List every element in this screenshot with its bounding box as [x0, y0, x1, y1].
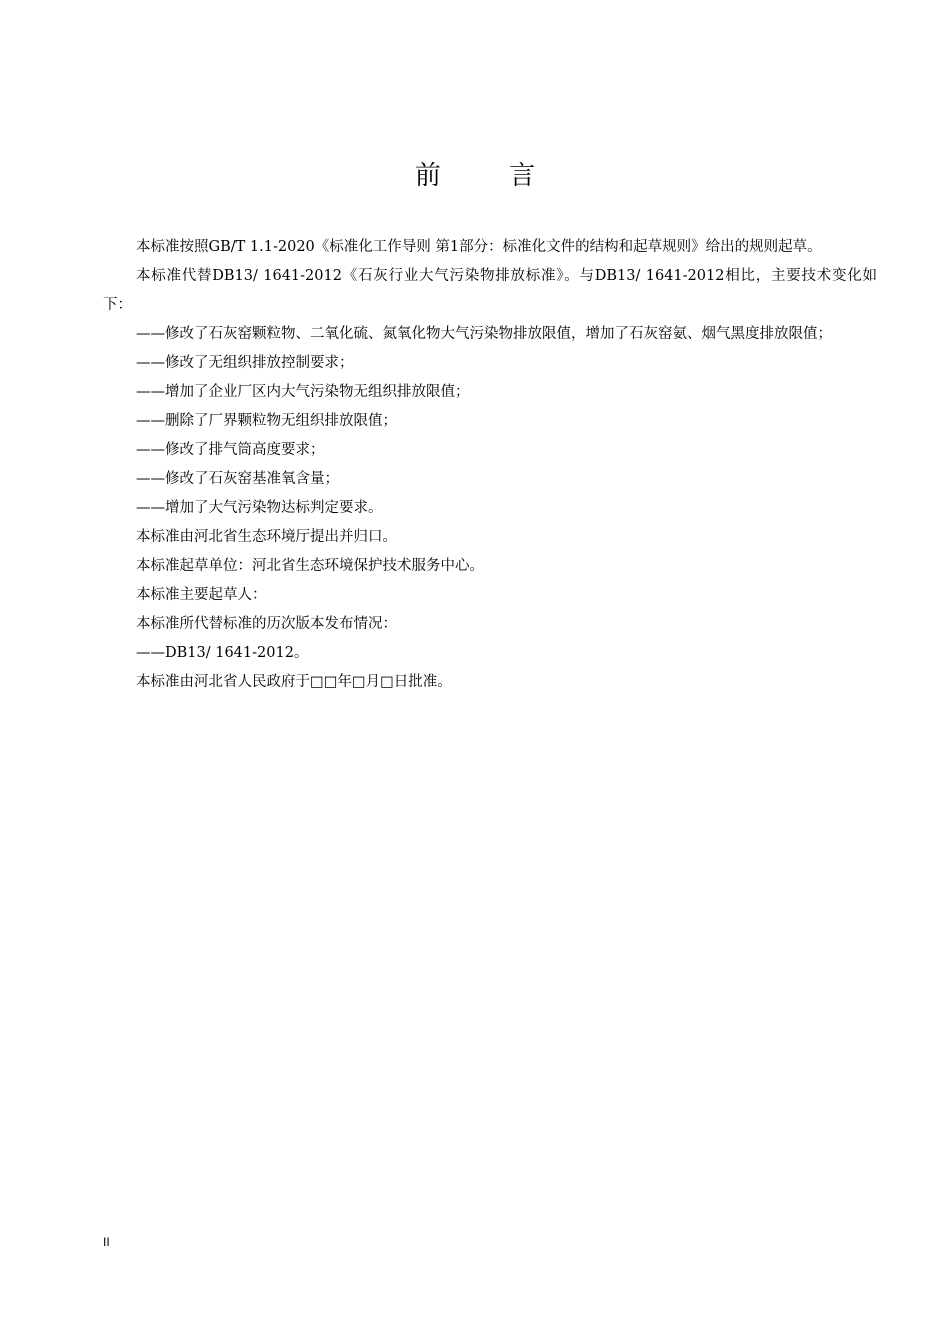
paragraph-proposed-by: 本标准由河北省生态环境厅提出并归口。: [136, 529, 397, 545]
foreword-body: [103, 233, 877, 697]
change-item-emission-limits: ——修改了石灰窑颗粒物、二氧化硫、氮氧化物大气污染物排放限值，增加了石灰窑氨、烟气黑度排放限值；: [136, 326, 832, 342]
version-history-item: ——DB13/ 1641-2012。: [136, 645, 309, 661]
change-item-plant-fugitive-limits: ——增加了企业厂区内大气污染物无组织排放限值；: [136, 384, 470, 400]
paragraph-main-drafters: 本标准主要起草人：: [136, 587, 267, 603]
page-number: II: [103, 1235, 110, 1249]
change-item-compliance: ——增加了大气污染物达标判定要求。: [136, 500, 383, 516]
paragraph-version-history: 本标准所代替标准的历次版本发布情况：: [136, 616, 397, 632]
paragraph-drafting-unit: 本标准起草单位：河北省生态环境保护技术服务中心。: [136, 558, 484, 574]
change-item-stack-height: ——修改了排气筒高度要求；: [136, 442, 325, 458]
change-item-fugitive-control: ——修改了无组织排放控制要求；: [136, 355, 354, 371]
page-title: 前 言: [414, 161, 566, 191]
paragraph-replaces: 本标准代替DB13/ 1641-2012《石灰行业大气污染物排放标准》。与DB13/ 1641-2012相比，主要技术变化如下：: [103, 268, 877, 313]
paragraph-approval: 本标准由河北省人民政府于□□年□月□日批准。: [136, 674, 452, 690]
change-item-boundary-particulate: ——删除了厂界颗粒物无组织排放限值；: [136, 413, 397, 429]
paragraph-drafting-rules: 本标准按照GB/T 1.1-2020《标准化工作导则 第1部分：标准化文件的结构和起草规则》给出的规则起草。: [136, 239, 822, 255]
change-item-reference-oxygen: ——修改了石灰窑基准氧含量；: [136, 471, 339, 487]
